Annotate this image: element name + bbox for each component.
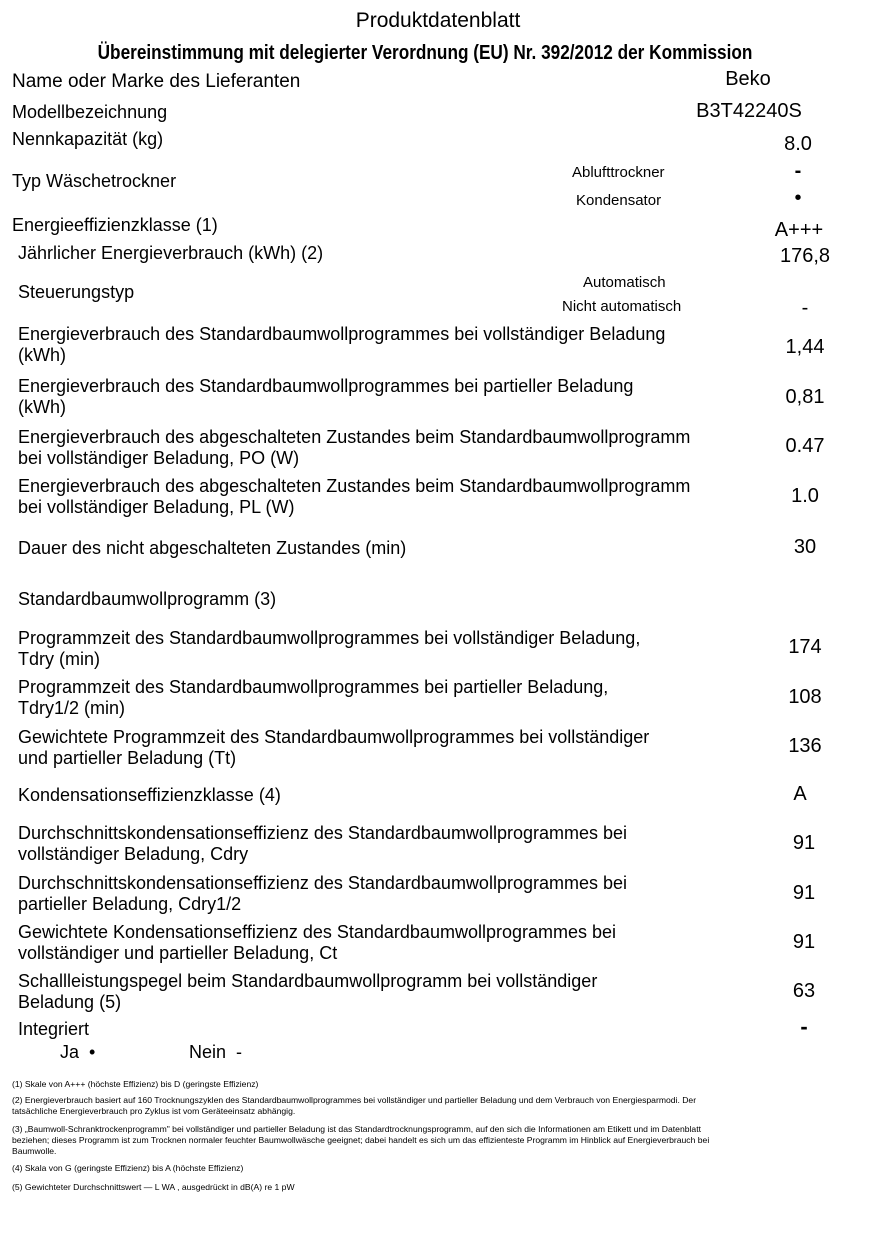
dryer-type-vented-value: -: [794, 160, 802, 182]
dryer-type-vented-label: Ablufttrockner: [572, 164, 665, 181]
integrated-label: Integriert: [18, 1019, 90, 1039]
time-partial-label: Programmzeit des Standardbaumwollprogrammes bei partieller Beladung, Tdry1/2 (min): [18, 677, 609, 718]
integrated-value: -: [800, 1014, 808, 1039]
time-full-value: 174: [788, 636, 822, 658]
page-subtitle: Übereinstimmung mit delegierter Verordnung (EU) Nr. 392/2012 der Kommission: [97, 42, 753, 64]
time-weighted-label: Gewichtete Programmzeit des Standardbaumwollprogrammes bei vollständiger und partieller Beladung (Tt): [18, 727, 650, 768]
model-value: B3T42240S: [696, 100, 802, 122]
capacity-label: Nennkapazität (kg): [12, 129, 164, 149]
control-type-manual-value: -: [801, 297, 809, 319]
left-on-duration-label: Dauer des nicht abgeschalteten Zustandes (min): [18, 538, 407, 558]
footnote-5: (5) Gewichteter Durchschnittswert — L WA , ausgedrückt in dB(A) re 1 pW: [12, 1182, 295, 1192]
dryer-type-condenser-label: Kondensator: [576, 192, 662, 209]
energy-full-value: 1,44: [785, 336, 825, 358]
footnote-3: (3) „Baumwoll-Schranktrockenprogramm" bei vollständiger und partieller Beladung ist das Standardtrocknungsprogramm, auf den sich die Informationen am Etikett und im Datenblatt beziehen; dieses Programm ist zum Trocknen normaler feuchter Baumwollwäsche geeignet; dabei handelt es sich um das effizienteste Programm im Hinblick auf Energieverbrauch bei Baumwolle.: [12, 1124, 710, 1156]
control-type-label: Steuerungstyp: [18, 282, 135, 302]
cond-partial-label: Durchschnittskondensationseffizienz des Standardbaumwollprogrammes bei partieller Beladung, Cdry1/2: [18, 873, 627, 914]
time-weighted-value: 136: [788, 735, 822, 757]
energy-partial-value: 0,81: [785, 386, 825, 408]
cond-weighted-value: 91: [792, 931, 816, 953]
time-full-label: Programmzeit des Standardbaumwollprogrammes bei vollständiger Beladung, Tdry (min): [18, 628, 641, 669]
noise-value: 63: [792, 980, 816, 1002]
dryer-type-label: Typ Wäschetrockner: [12, 171, 177, 191]
model-label: Modellbezeichnung: [12, 102, 168, 122]
standard-program-label: Standardbaumwollprogramm (3): [18, 589, 277, 609]
off-mode-pl-value: 1.0: [791, 485, 819, 507]
condensation-class-label: Kondensationseffizienzklasse (4): [18, 785, 281, 805]
efficiency-class-label: Energieeffizienzklasse (1): [12, 215, 218, 235]
efficiency-class-value: A+++: [774, 219, 824, 241]
condensation-class-value: A: [793, 783, 807, 805]
annual-energy-value: 176,8: [779, 245, 831, 267]
off-mode-pl-label: Energieverbrauch des abgeschalteten Zustandes beim Standardbaumwollprogramm bei vollständiger Beladung, PL (W): [18, 476, 691, 517]
cond-weighted-label: Gewichtete Kondensationseffizienz des Standardbaumwollprogrammes bei vollständiger und partieller Beladung, Ct: [18, 922, 617, 963]
integrated-ja: [60, 1042, 95, 1063]
supplier-label: Name oder Marke des Lieferanten: [12, 71, 301, 92]
cond-full-label: Durchschnittskondensationseffizienz des Standardbaumwollprogrammes bei vollständiger Beladung, Cdry: [18, 823, 627, 864]
page-title: Produktdatenblatt: [355, 9, 521, 32]
time-partial-value: 108: [788, 686, 822, 708]
integrated-ja-label: Ja: [60, 1042, 80, 1062]
control-type-auto-label: Automatisch: [583, 274, 666, 291]
capacity-value: 8.0: [784, 133, 812, 155]
energy-full-label: Energieverbrauch des Standardbaumwollprogrammes bei vollständiger Beladung (kWh): [18, 324, 666, 365]
integrated-nein-value: -: [236, 1042, 243, 1062]
footnote-2: (2) Energieverbrauch basiert auf 160 Trocknungszyklen des Standardbaumwollprogrammes bei vollständiger und partieller Beladung und dem Verbrauch von Energiesparmodi. Der tatsächliche Energieverbrauch pro Zyklus ist vom Geräteeinsatz abhängig.: [12, 1095, 697, 1116]
left-on-duration-value: 30: [793, 536, 817, 558]
off-mode-po-value: 0.47: [785, 435, 825, 457]
integrated-ja-value: •: [89, 1042, 96, 1062]
footnote-4: (4) Skala von G (geringste Effizienz) bis A (höchste Effizienz): [12, 1163, 244, 1173]
integrated-nein-label: Nein: [189, 1042, 227, 1062]
dryer-type-condenser-value: •: [794, 187, 802, 209]
control-type-manual-label: Nicht automatisch: [562, 298, 682, 315]
cond-full-value: 91: [792, 832, 816, 854]
energy-partial-label: Energieverbrauch des Standardbaumwollprogrammes bei partieller Beladung (kWh): [18, 376, 634, 417]
off-mode-po-label: Energieverbrauch des abgeschalteten Zustandes beim Standardbaumwollprogramm bei vollständiger Beladung, PO (W): [18, 427, 691, 468]
noise-label: Schallleistungspegel beim Standardbaumwollprogramm bei vollständiger Beladung (5): [18, 971, 598, 1012]
cond-partial-value: 91: [792, 882, 816, 904]
supplier-value: Beko: [725, 68, 771, 90]
integrated-nein: [189, 1042, 242, 1063]
footnote-1: (1) Skale von A+++ (höchste Effizienz) bis D (geringste Effizienz): [12, 1079, 259, 1089]
annual-energy-label: Jährlicher Energieverbrauch (kWh) (2): [18, 243, 324, 263]
